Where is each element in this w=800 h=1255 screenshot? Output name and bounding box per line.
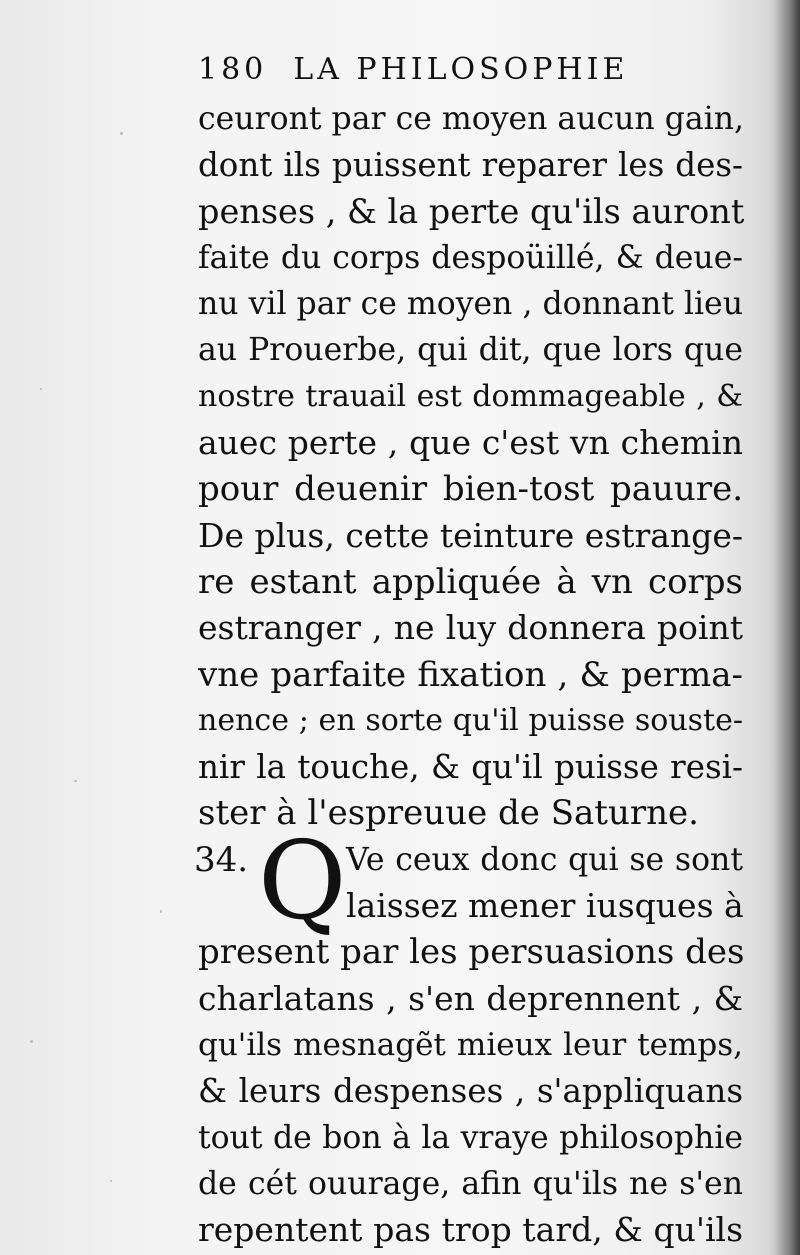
paper-speck [110,1180,112,1182]
page-edge-shadow [774,0,800,1255]
running-title: LA PHILOSOPHIE [293,52,629,87]
paper-speck [30,1040,33,1043]
text-line: De plus, cette teinture estrange- [198,515,744,555]
running-header [198,44,743,96]
text-line: laissez mener iusques à [346,886,744,926]
paragraph-continued [198,96,743,837]
text-line: present par les persuasions des [198,932,745,973]
text-line: de cét ouurage, afin qu'ils ne s'en [198,1165,743,1202]
text-line: nu vil par ce moyen , donnant lieu [198,286,743,323]
text-line: estranger , ne luy donnera point [198,608,743,648]
section-34 [194,818,745,1254]
text-block [194,44,745,1253]
text-line: ster à l'espreuue de Saturne. [198,793,699,834]
text-line: nostre trauail est dommageable , & [198,378,743,414]
paper-speck [74,780,77,782]
text-line: ceuront par ce moyen aucun gain, [198,101,745,137]
text-line: penses , & la perte qu'ils auront [198,191,745,231]
text-line: re estant appliquée à vn corps [198,561,743,602]
paper-speck [160,910,162,913]
text-line: qu'ils mesnagẽt mieux leur temps, [198,1026,743,1063]
paper-speck [120,132,123,135]
text-line: dont ils puissent reparer les des- [198,146,743,185]
paper-speck [40,388,42,390]
text-line: pour deuenir bien-tost pauure. [198,469,743,510]
text-line: nir la touche, & qu'il puisse resi- [198,748,743,787]
text-line: charlatans , s'en deprennent , & [198,978,743,1018]
text-line: Ve ceux donc qui se sont [346,841,743,878]
text-line: tout de bon à la vraye philosophie [198,1119,743,1156]
text-line: vne parfaite fixation , & perma- [198,654,743,695]
page-number: 180 [198,52,268,87]
section-number: 34. [194,839,249,880]
text-line: repentent pas trop tard, & qu'ils [198,1210,743,1250]
text-line: au Prouerbe, qui dit, que lors que [198,332,743,369]
drop-cap: Q [258,818,347,944]
text-line: & leurs despenses , s'appliquans [198,1072,743,1111]
text-line: auec perte , que c'est vn chemin [198,423,743,463]
text-line: faite du corps despoüillé, & deue- [198,239,743,276]
text-line: nence ; en sorte qu'il puisse souste- [198,702,743,738]
